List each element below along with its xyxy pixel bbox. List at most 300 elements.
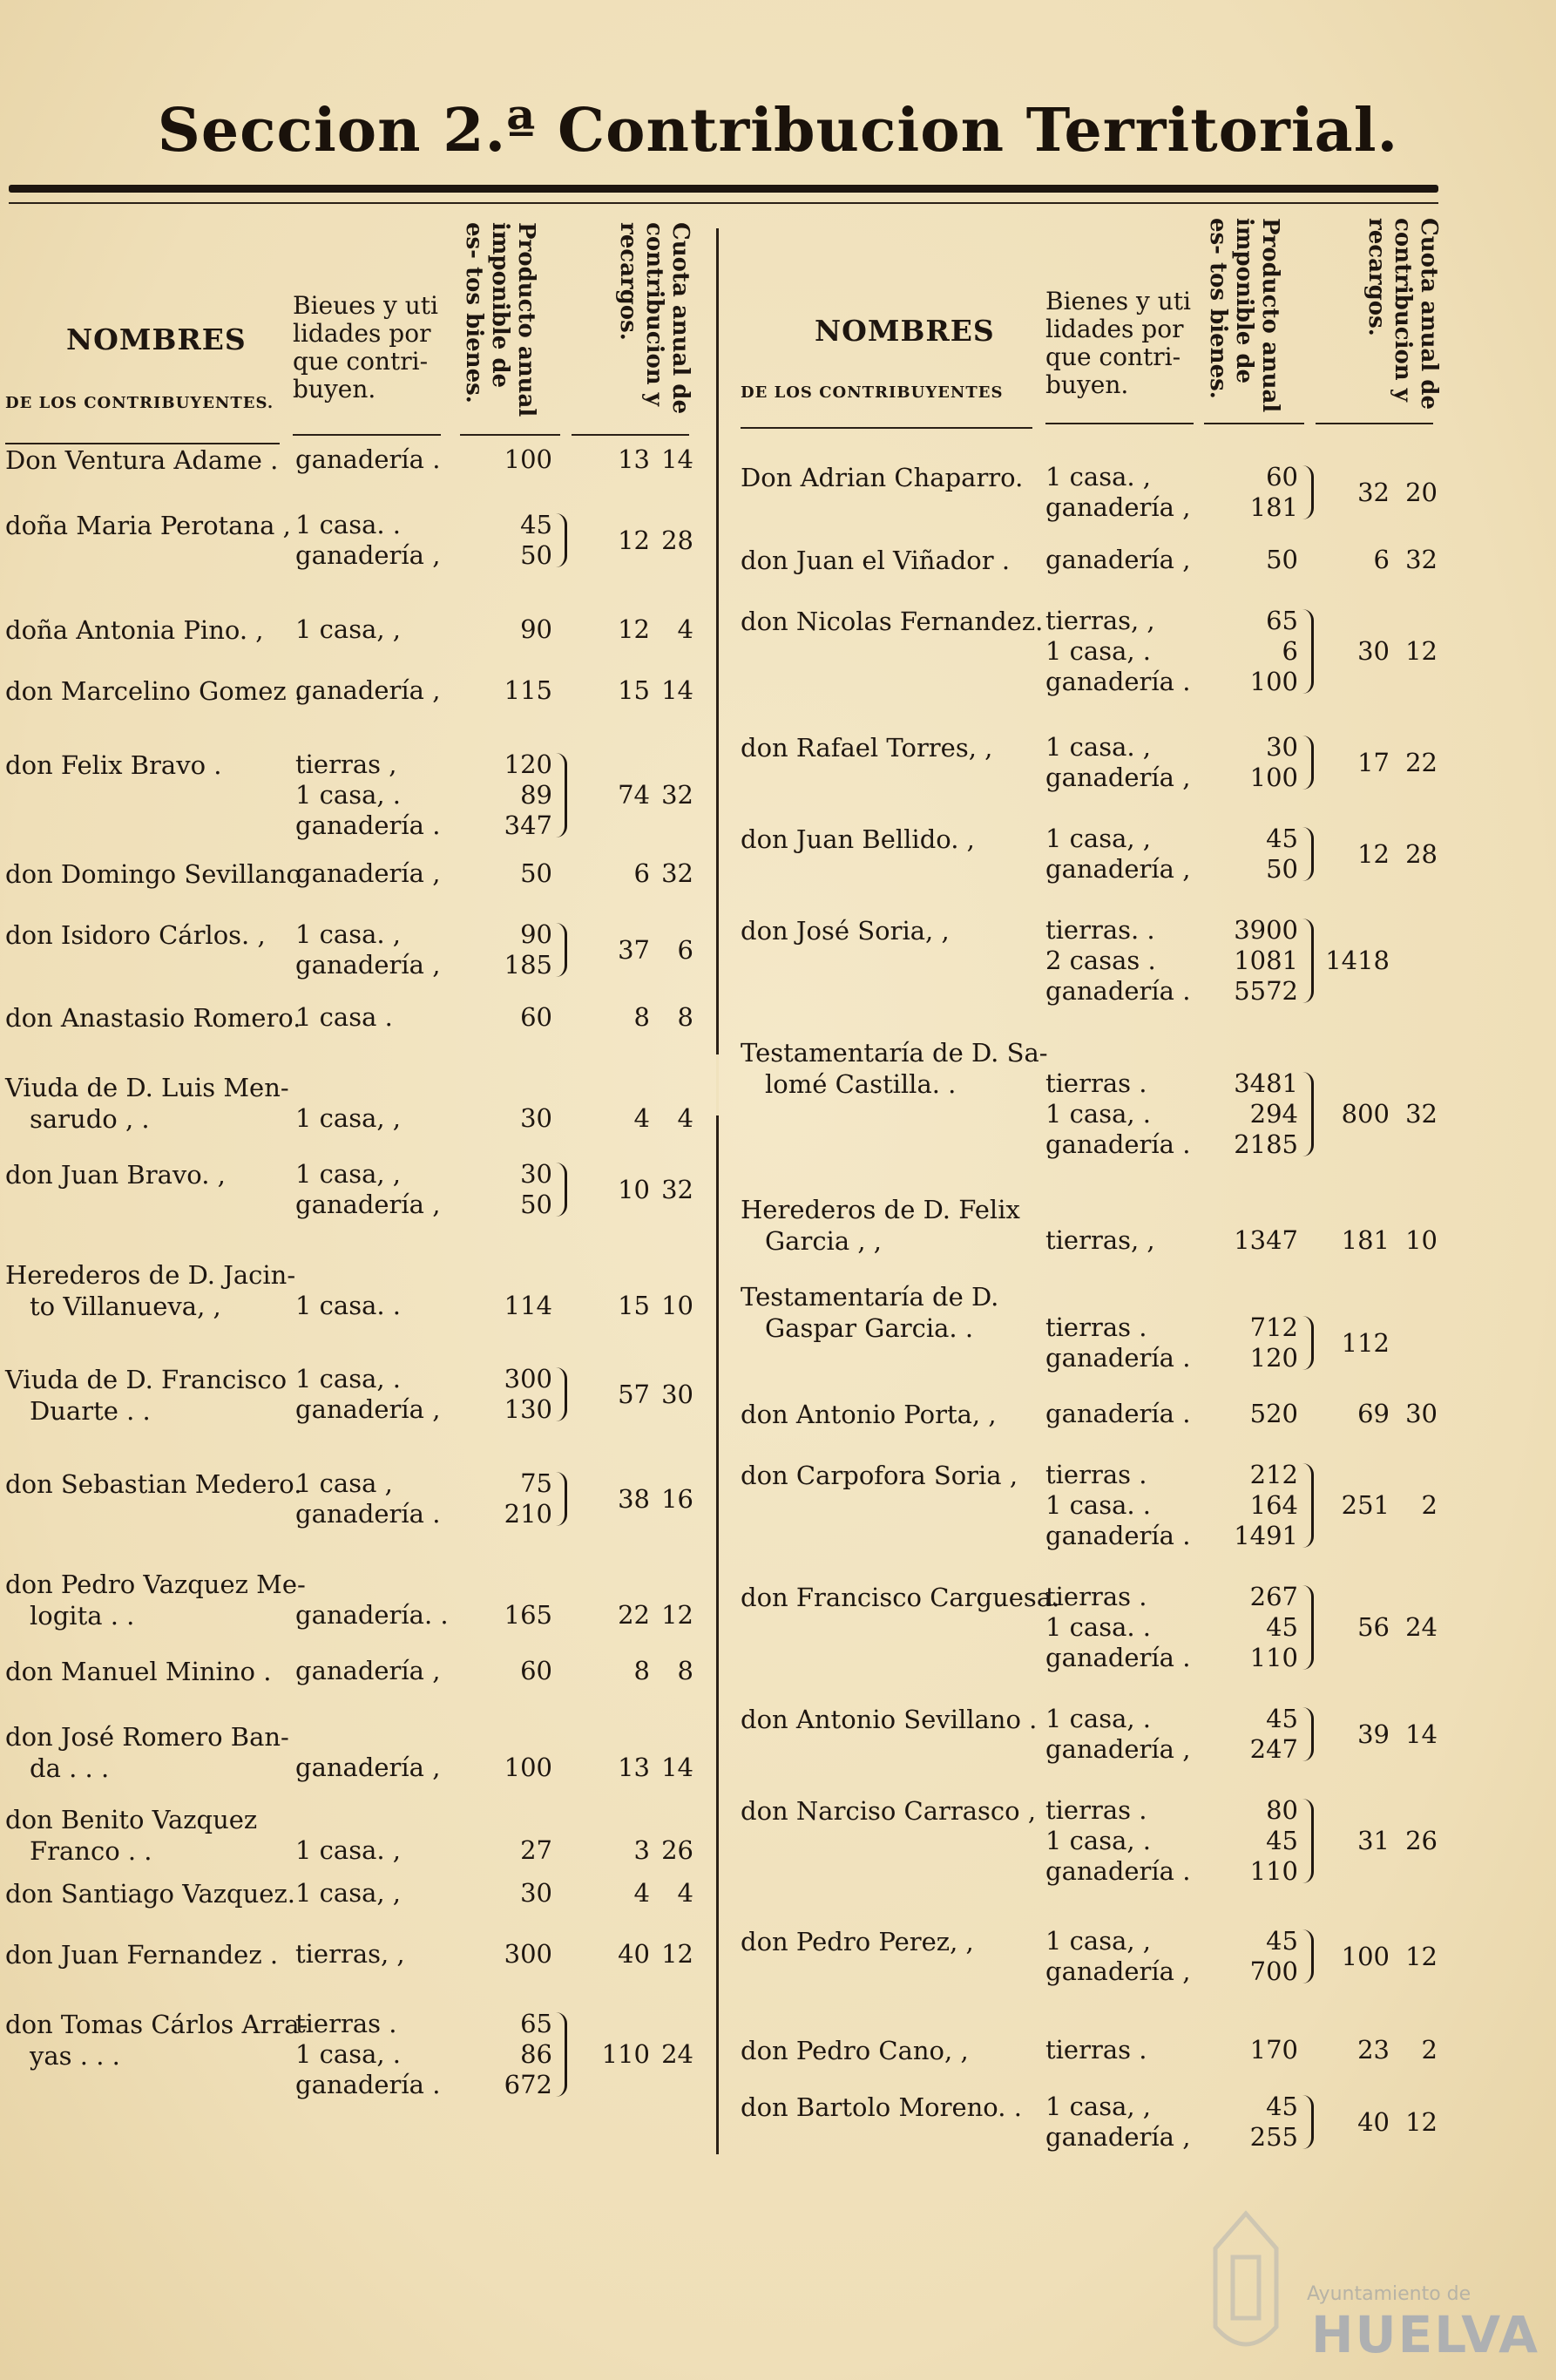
producto-value: 50 [520, 858, 552, 888]
property-item: 1 casa. , [295, 1835, 402, 1865]
cuota-maravedis: 10 [661, 1291, 693, 1320]
header-rule-thin [9, 202, 1438, 204]
producto-value: 712 [1249, 1312, 1298, 1342]
cuota-reales: 32 [1357, 477, 1390, 507]
contributor-name [5, 1804, 288, 1867]
contributor-name-line: don Manuel Minino . [5, 1657, 272, 1686]
contributor-name [741, 606, 1044, 637]
producto-value: 50 [1266, 545, 1298, 574]
property-item: 1 casa. , [1045, 732, 1152, 762]
property-item: 1 casa, . [1045, 636, 1152, 666]
property-item: tierras . [1045, 1460, 1147, 1489]
property-item: ganadería , [1045, 2122, 1191, 2152]
producto-value: 27 [520, 1835, 552, 1865]
producto-values [457, 510, 552, 571]
names-subheader: DE LOS CONTRIBUYENTES. [5, 394, 274, 412]
property-item: ganadería , [1045, 545, 1191, 574]
cuota-maravedis: 26 [661, 1835, 693, 1865]
producto-values [1202, 1225, 1298, 1256]
property-item: tierras . [1045, 2035, 1147, 2065]
property-item: ganadería , [295, 1394, 441, 1424]
cuota-maravedis: 30 [661, 1379, 693, 1409]
contributor-name-line: don Bartolo Moreno. . [741, 2092, 1022, 2122]
cuota-maravedis: 32 [661, 1174, 693, 1204]
producto-value: 165 [504, 1600, 552, 1630]
cuota-maravedis: 24 [661, 2039, 693, 2069]
contributor-name-line: logita . . [30, 1601, 135, 1631]
property-list [1045, 1460, 1190, 1551]
property-item: ganadería , [1045, 1956, 1191, 1986]
cuota-maravedis: 14 [1405, 1719, 1438, 1749]
producto-values [1202, 824, 1298, 885]
producto-values [1202, 1312, 1298, 1373]
property-item: 1 casa. . [295, 510, 402, 539]
contributor-name [741, 1704, 1041, 1735]
producto-values [1202, 2092, 1298, 2153]
cuota-maravedis: 8 [677, 1002, 693, 1032]
producto-value: 75 [520, 1468, 552, 1498]
producto-value: 115 [504, 675, 552, 705]
contributor-name-line: lomé Castilla. . [765, 1069, 957, 1099]
property-list [295, 1835, 401, 1866]
producto-value: 30 [1266, 732, 1298, 762]
producto-value: 45 [1266, 2092, 1298, 2121]
watermark-small-text: Ayuntamiento de [1307, 2283, 1471, 2305]
producto-value: 86 [520, 2039, 552, 2069]
contributor-name-line: don Juan el Viñador . [741, 546, 1011, 575]
producto-values [457, 1364, 552, 1425]
bienes-header: Bieues y uti lidades por que contri- buyen. [293, 291, 438, 403]
contributor-name-line: yas . . . [30, 2041, 120, 2071]
property-item: tierras , [295, 749, 397, 779]
producto-value: 181 [1249, 492, 1298, 522]
watermark-big-text: HUELVA [1311, 2305, 1540, 2364]
producto-values [457, 1835, 552, 1866]
contributor-name [5, 614, 288, 646]
contributor-name [741, 1460, 1041, 1491]
producto-value: 1491 [1234, 1521, 1298, 1550]
producto-value: 3900 [1234, 915, 1298, 945]
contributor-name [5, 1878, 295, 1909]
cuota-reales: 31 [1357, 1826, 1390, 1855]
column-divider-gap [716, 1054, 719, 1115]
producto-value: 45 [1266, 1926, 1298, 1956]
producto-value: 120 [1249, 1343, 1298, 1373]
contributor-name-line: Don Adrian Chaparro. [741, 463, 1024, 492]
producto-values [457, 675, 552, 706]
property-list [1045, 606, 1190, 697]
cuota-reales: 251 [1341, 1490, 1390, 1520]
property-item: 1 casa. . [1045, 1612, 1152, 1642]
producto-value: 45 [1266, 1704, 1298, 1733]
contributor-name [741, 1399, 1041, 1430]
cuota-reales: 110 [601, 2039, 650, 2069]
property-list [1045, 1582, 1190, 1673]
property-item: 1 casa, . [1045, 1704, 1152, 1733]
property-list [1045, 1068, 1190, 1160]
contributor-name [5, 2009, 308, 2071]
cuota-reales: 13 [618, 1753, 650, 1782]
contributor-name [5, 1364, 288, 1427]
property-list [295, 1103, 401, 1134]
contributor-name-line: to Villanueva, , [30, 1292, 221, 1321]
producto-value: 45 [1266, 824, 1298, 853]
right-table [741, 209, 1442, 2152]
producto-value: 1347 [1234, 1225, 1298, 1255]
left-table-header [5, 209, 716, 440]
contributor-name [741, 1926, 1041, 1957]
producto-values [1202, 545, 1298, 575]
contributor-name-line: don Tomas Cárlos Arra- [5, 2010, 308, 2039]
producto-value: 294 [1249, 1099, 1298, 1129]
contributor-name-line: Garcia , , [765, 1226, 882, 1256]
producto-values [1202, 1460, 1298, 1551]
cuota-reales: 6 [1373, 545, 1390, 574]
producto-values [1202, 462, 1298, 523]
producto-value: 89 [520, 780, 552, 810]
grouping-brace [556, 1472, 567, 1526]
cuota-maravedis: 12 [1405, 2106, 1438, 2137]
producto-value: 185 [504, 950, 552, 980]
property-list [1045, 1926, 1190, 1987]
property-list [1045, 2092, 1190, 2153]
producto-value: 80 [1266, 1795, 1298, 1825]
property-list [1045, 545, 1190, 575]
cuota-reales: 23 [1357, 2035, 1390, 2065]
header-rule-thick [9, 185, 1438, 193]
contributor-name [5, 1721, 288, 1784]
grouping-brace [556, 753, 567, 837]
producto-values [457, 1939, 552, 1970]
contributor-name-line: don José Romero Ban- [5, 1722, 289, 1752]
property-list [295, 1159, 440, 1220]
property-item: 1 casa. . [1045, 1490, 1152, 1520]
property-item: 1 casa, . [1045, 1099, 1152, 1129]
property-item: ganadería . [1045, 976, 1191, 1006]
contributor-name [5, 510, 291, 541]
contributor-name-line: don Isidoro Cárlos. , [5, 920, 266, 950]
property-list [295, 614, 401, 645]
cuota-maravedis: 22 [1405, 747, 1438, 777]
column-divider [716, 228, 719, 2154]
cuota-reales: 13 [618, 444, 650, 474]
producto-value: 6 [1282, 636, 1298, 666]
cuota-reales: 40 [618, 1939, 650, 1969]
contributor-name-line: doña Antonia Pino. , [5, 615, 264, 645]
producto-value: 100 [504, 444, 552, 474]
producto-value: 1081 [1234, 946, 1298, 975]
grouping-brace [556, 1163, 567, 1217]
contributor-name [5, 1072, 288, 1135]
property-list [295, 444, 440, 475]
property-item: ganadería . [295, 444, 441, 474]
cuota-maravedis: 12 [661, 1600, 693, 1630]
property-list [295, 510, 440, 571]
contributor-name-line: don Antonio Porta, , [741, 1400, 997, 1429]
property-list [295, 2009, 440, 2100]
property-item: ganadería , [295, 1753, 441, 1782]
producto-values [457, 444, 552, 475]
property-list [1045, 1795, 1190, 1887]
producto-values [457, 749, 552, 841]
property-item: ganadería , [1045, 854, 1191, 884]
contributor-name-line: don Pedro Perez, , [741, 1927, 974, 1956]
cuota-reales: 4 [633, 1878, 650, 1908]
producto-value: 120 [504, 749, 552, 779]
cuota-maravedis: 2 [1421, 2035, 1438, 2065]
producto-values [457, 1753, 552, 1783]
property-item: 2 casas . [1045, 946, 1156, 975]
producto-value: 130 [504, 1394, 552, 1424]
producto-values [1202, 1068, 1298, 1160]
producto-values [457, 1656, 552, 1686]
cuota-reales: 30 [1357, 636, 1390, 666]
property-list [295, 1753, 440, 1783]
property-item: 1 casa, , [295, 1103, 402, 1133]
cuota-reales: 17 [1357, 747, 1390, 777]
cuota-maravedis: 8 [677, 1656, 693, 1685]
property-item: ganadería . [1045, 667, 1191, 696]
cuota-maravedis: 32 [1405, 545, 1438, 574]
right-table-header [741, 209, 1442, 440]
property-list [295, 1878, 401, 1909]
cuota-reales: 15 [618, 675, 650, 705]
cuota-reales: 3 [633, 1835, 650, 1865]
property-item: tierras. . [1045, 915, 1155, 945]
contributor-name-line: don Narciso Carrasco , [741, 1796, 1037, 1826]
contributor-name [741, 824, 1041, 855]
producto-value: 30 [520, 1878, 552, 1908]
producto-value: 60 [520, 1002, 552, 1032]
property-list [295, 919, 440, 980]
cuota-maravedis: 32 [1405, 1099, 1438, 1129]
header-underline [572, 434, 689, 436]
contributor-name [5, 1468, 302, 1500]
producto-value: 65 [520, 2009, 552, 2038]
cuota-maravedis: 20 [1405, 477, 1438, 507]
cuota-maravedis: 12 [1405, 1941, 1438, 1971]
property-item: ganadería , [1045, 1734, 1191, 1764]
contributor-name [5, 1002, 301, 1034]
grouping-brace [556, 2012, 567, 2097]
property-item: tierras . [1045, 1068, 1147, 1098]
property-item: ganadería . [1045, 1129, 1191, 1159]
header-underline [1204, 423, 1304, 424]
producto-values [457, 1468, 552, 1529]
contributor-name [741, 732, 1041, 763]
producto-value: 100 [1249, 667, 1298, 696]
producto-value: 170 [1249, 2035, 1298, 2065]
property-item: 1 casa, . [295, 780, 402, 810]
producto-values [1202, 1399, 1298, 1429]
contributor-name-line: don Juan Fernandez . [5, 1940, 279, 1970]
producto-value: 267 [1249, 1582, 1298, 1611]
property-list [1045, 462, 1190, 523]
contributor-name-line: da . . . [30, 1753, 110, 1783]
contributor-name [5, 444, 288, 476]
producto-value: 50 [520, 1190, 552, 1219]
producto-values [1202, 2035, 1298, 2065]
property-item: 1 casa, . [295, 1364, 402, 1393]
contributor-name-line: don Benito Vazquez [5, 1805, 258, 1834]
cuota-reales: 1418 [1325, 946, 1390, 975]
property-item: tierras, , [295, 1939, 405, 1969]
property-item: 1 casa, , [1045, 824, 1152, 853]
contributor-name [5, 749, 288, 781]
producto-value: 212 [1249, 1460, 1298, 1489]
property-item: ganadería . [1045, 1399, 1191, 1428]
contributor-name-line: don Pedro Vazquez Me- [5, 1570, 306, 1599]
cuota-maravedis: 28 [1405, 838, 1438, 869]
grouping-brace [556, 513, 567, 567]
property-item: ganadería . [1045, 1521, 1191, 1550]
producto-values [1202, 915, 1298, 1007]
contributor-name-line: don Anastasio Romero. [5, 1003, 301, 1033]
contributor-name [741, 2035, 1041, 2066]
cuota-maravedis: 28 [661, 525, 693, 555]
producto-value: 45 [1266, 1612, 1298, 1642]
contributor-name [741, 545, 1041, 576]
property-item: ganadería , [295, 540, 441, 570]
producto-value: 300 [504, 1939, 552, 1969]
cuota-reales: 22 [618, 1600, 650, 1630]
property-item: 1 casa, , [295, 1878, 402, 1908]
contributor-name [741, 1281, 1041, 1344]
property-list [295, 1468, 440, 1529]
producto-value: 347 [504, 810, 552, 840]
contributor-name-line: Viuda de D. Francisco [5, 1365, 288, 1394]
producto-values [1202, 1582, 1298, 1673]
producto-value: 110 [1249, 1643, 1298, 1672]
cuota-reales: 4 [633, 1103, 650, 1133]
producto-values [1202, 1926, 1298, 1987]
producto-value: 45 [1266, 1826, 1298, 1855]
contributor-name [5, 1259, 296, 1322]
producto-value: 2185 [1234, 1129, 1298, 1159]
property-item: 1 casa , [295, 1468, 393, 1498]
contributor-name-line: don José Soria, , [741, 916, 950, 946]
contributor-name-line: don Carpofora Soria , [741, 1461, 1018, 1490]
cuota-reales: 100 [1341, 1941, 1390, 1971]
producto-value: 520 [1249, 1399, 1298, 1428]
property-item: 1 casa . [295, 1002, 393, 1032]
contributor-name [5, 858, 301, 890]
property-list [1045, 2035, 1147, 2065]
cuota-header: Cuota anual de contribucion y recargos. [1363, 218, 1442, 410]
cuota-reales: 38 [618, 1483, 650, 1514]
contributor-name [741, 1194, 1041, 1257]
property-list [1045, 732, 1190, 793]
property-item: 1 casa. , [1045, 462, 1152, 492]
cuota-reales: 74 [618, 780, 650, 810]
property-item: tierras, , [1045, 1225, 1155, 1255]
producto-value: 5572 [1234, 976, 1298, 1006]
producto-value: 90 [520, 919, 552, 949]
property-list [295, 1002, 393, 1033]
producto-values [457, 1103, 552, 1134]
property-item: ganadería , [295, 675, 441, 705]
cuota-reales: 69 [1357, 1399, 1390, 1428]
cuota-header: Cuota anual de contribucion y recargos. [615, 222, 693, 414]
header-underline [1316, 423, 1433, 424]
cuota-reales: 8 [633, 1656, 650, 1685]
cuota-maravedis: 14 [661, 444, 693, 474]
cuota-reales: 8 [633, 1002, 650, 1032]
producto-values [1202, 1704, 1298, 1765]
producto-value: 100 [1249, 763, 1298, 792]
cuota-reales: 10 [618, 1174, 650, 1204]
header-underline [460, 434, 560, 436]
property-item: 1 casa, . [1045, 1826, 1152, 1855]
property-list [1045, 1312, 1190, 1373]
producto-value: 114 [504, 1291, 552, 1320]
producto-values [1202, 732, 1298, 793]
cuota-reales: 37 [618, 934, 650, 965]
contributor-name [741, 1582, 1060, 1613]
contributor-name [5, 919, 288, 951]
cuota-maravedis: 2 [1421, 1490, 1438, 1520]
producto-value: 90 [520, 614, 552, 644]
contributor-name-line: don Felix Bravo . [5, 750, 222, 780]
contributor-name-line: don Pedro Cano, , [741, 2036, 969, 2065]
producto-value: 60 [1266, 462, 1298, 492]
contributor-name [741, 462, 1041, 493]
cuota-maravedis: 12 [661, 1939, 693, 1969]
cuota-maravedis: 26 [1405, 1826, 1438, 1855]
producto-value: 100 [504, 1753, 552, 1782]
producto-values [457, 1002, 552, 1033]
contributor-name-line: Franco . . [30, 1836, 152, 1866]
property-item: 1 casa, , [1045, 2092, 1152, 2121]
property-item: ganadería . [295, 810, 441, 840]
contributor-name [5, 675, 303, 707]
page-title: Seccion 2.ª Contribucion Territorial. [157, 96, 1399, 166]
property-list [295, 749, 440, 841]
contributor-name-line: don Marcelino Gomez . [5, 676, 303, 706]
producto-header: Producto anual imponible de es- tos bienes. [1205, 218, 1283, 413]
property-item: 1 casa. . [295, 1291, 402, 1320]
cuota-maravedis: 12 [1405, 636, 1438, 666]
cuota-reales: 15 [618, 1291, 650, 1320]
header-underline [741, 427, 1032, 429]
cuota-maravedis: 32 [661, 780, 693, 810]
bienes-header: Bienes y uti lidades por que contri- buyen. [1045, 287, 1191, 399]
property-item: ganadería , [295, 858, 441, 888]
property-item: ganadería . [295, 1499, 441, 1529]
property-item: ganadería . [1045, 1643, 1191, 1672]
contributor-name-line: Viuda de D. Luis Men- [5, 1073, 289, 1102]
contributor-name-line: don Nicolas Fernandez. [741, 607, 1044, 636]
property-list [1045, 1399, 1190, 1429]
contributor-name [741, 1037, 1048, 1100]
grouping-brace [556, 923, 567, 977]
producto-value: 30 [520, 1159, 552, 1189]
property-list [295, 1364, 440, 1425]
property-item: ganadería . [1045, 1856, 1191, 1886]
property-list [295, 1291, 401, 1321]
contributor-name-line: don Rafael Torres, , [741, 733, 993, 763]
property-item: ganadería . [1045, 1343, 1191, 1373]
contributor-name-line: Testamentaría de D. [741, 1282, 999, 1312]
producto-values [457, 1159, 552, 1220]
contributor-name-line: Herederos de D. Felix [741, 1195, 1020, 1224]
property-item: ganadería , [295, 950, 441, 980]
producto-value: 300 [504, 1364, 552, 1393]
contributor-name-line: don Sebastian Medero. [5, 1469, 302, 1499]
contributor-name-line: don Francisco Carguesa. [741, 1583, 1060, 1612]
property-list [295, 1600, 449, 1631]
property-item: tierras . [1045, 1312, 1147, 1342]
